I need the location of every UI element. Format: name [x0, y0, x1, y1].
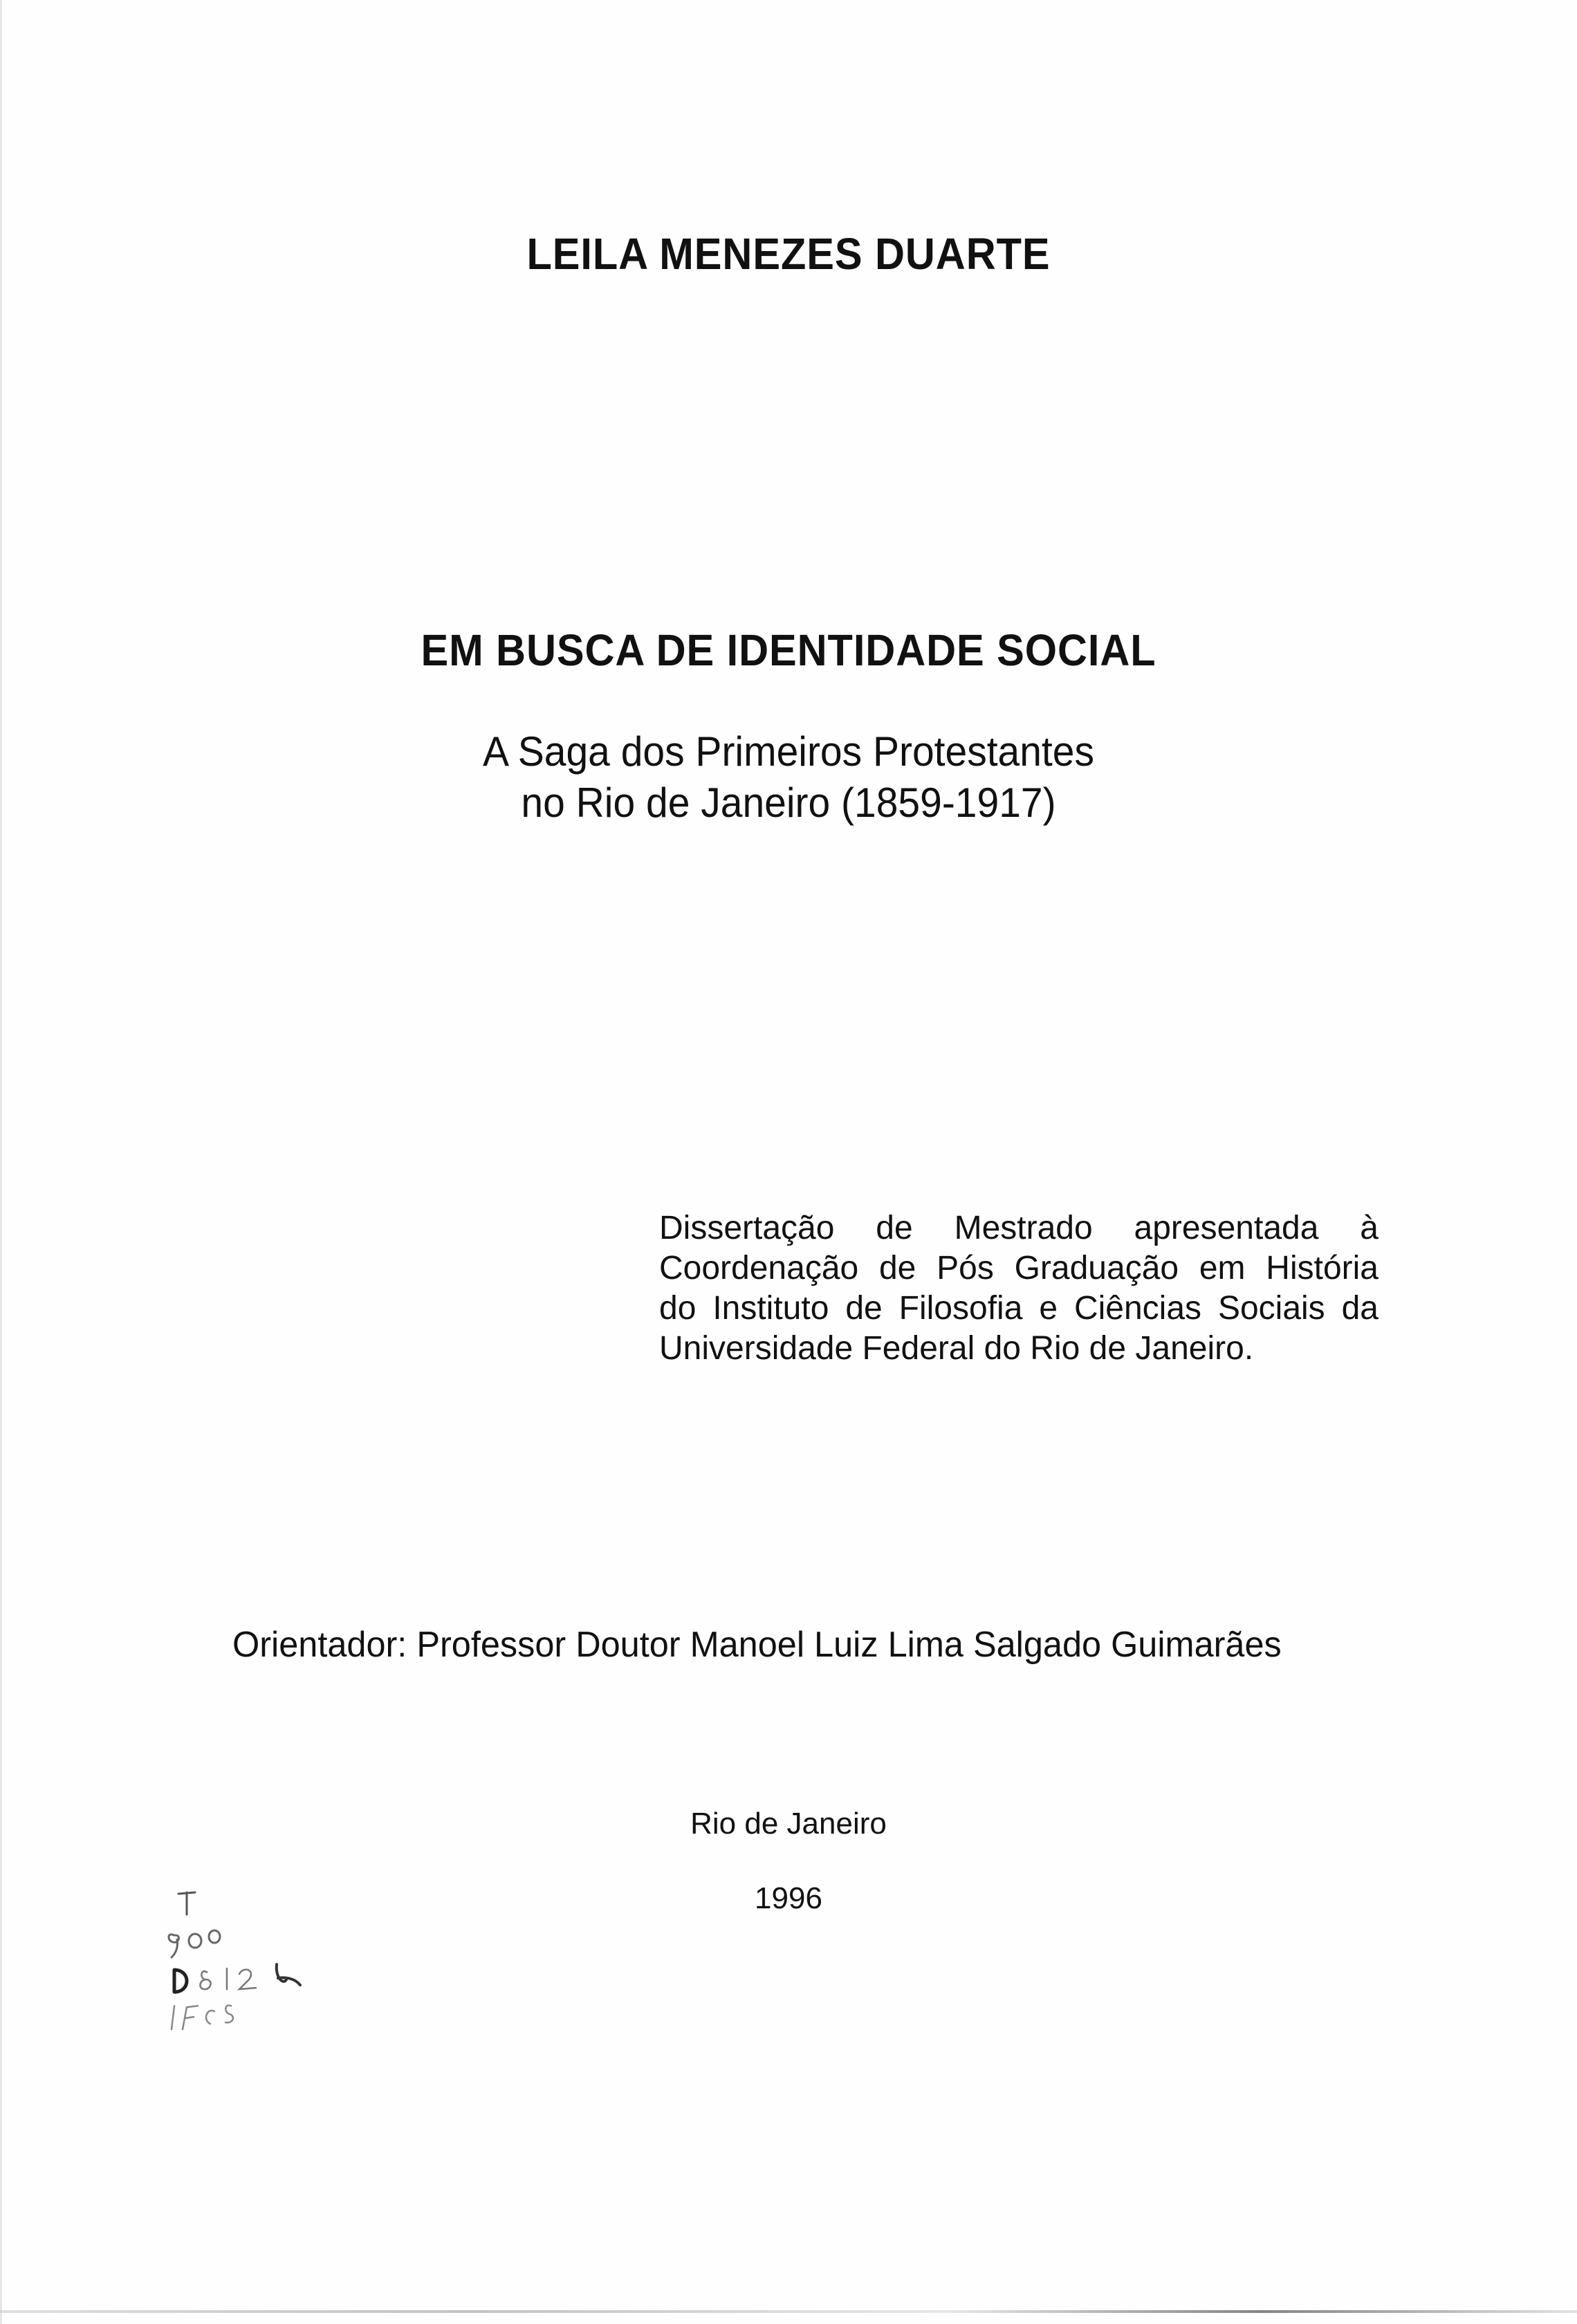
statement-line-4: Universidade Federal do Rio de Janeiro.	[659, 1330, 1254, 1367]
statement-line-1: Dissertação de Mestrado apresentada à	[659, 1210, 1378, 1246]
statement-line-3: do Instituto de Filosofia e Ciências Sociais da	[659, 1290, 1378, 1327]
handwritten-catalog-note-drawing	[159, 1881, 367, 2061]
subtitle-line-2: no Rio de Janeiro (1859-1917)	[521, 780, 1056, 826]
statement-line-2: Coordenação de Pós Graduação em História	[659, 1250, 1378, 1286]
advisor-line: Orientador: Professor Doutor Manoel Luiz Lima Salgado Guimarães	[232, 1625, 1282, 1665]
dissertation-statement	[659, 1208, 1378, 1369]
author-name: LEILA MENEZES DUARTE	[526, 229, 1051, 279]
year: 1996	[755, 1881, 822, 1915]
handwritten-catalog-note	[159, 1881, 367, 2061]
page-edge	[0, 0, 2, 2324]
subtitle-line-1: A Saga dos Primeiros Protestantes	[483, 728, 1094, 775]
city: Rio de Janeiro	[690, 1807, 887, 1841]
dissertation-title: EM BUSCA DE IDENTIDADE SOCIAL	[421, 625, 1156, 675]
dissertation-subtitle	[39, 726, 1538, 829]
scan-bottom-edge	[0, 2310, 1577, 2313]
